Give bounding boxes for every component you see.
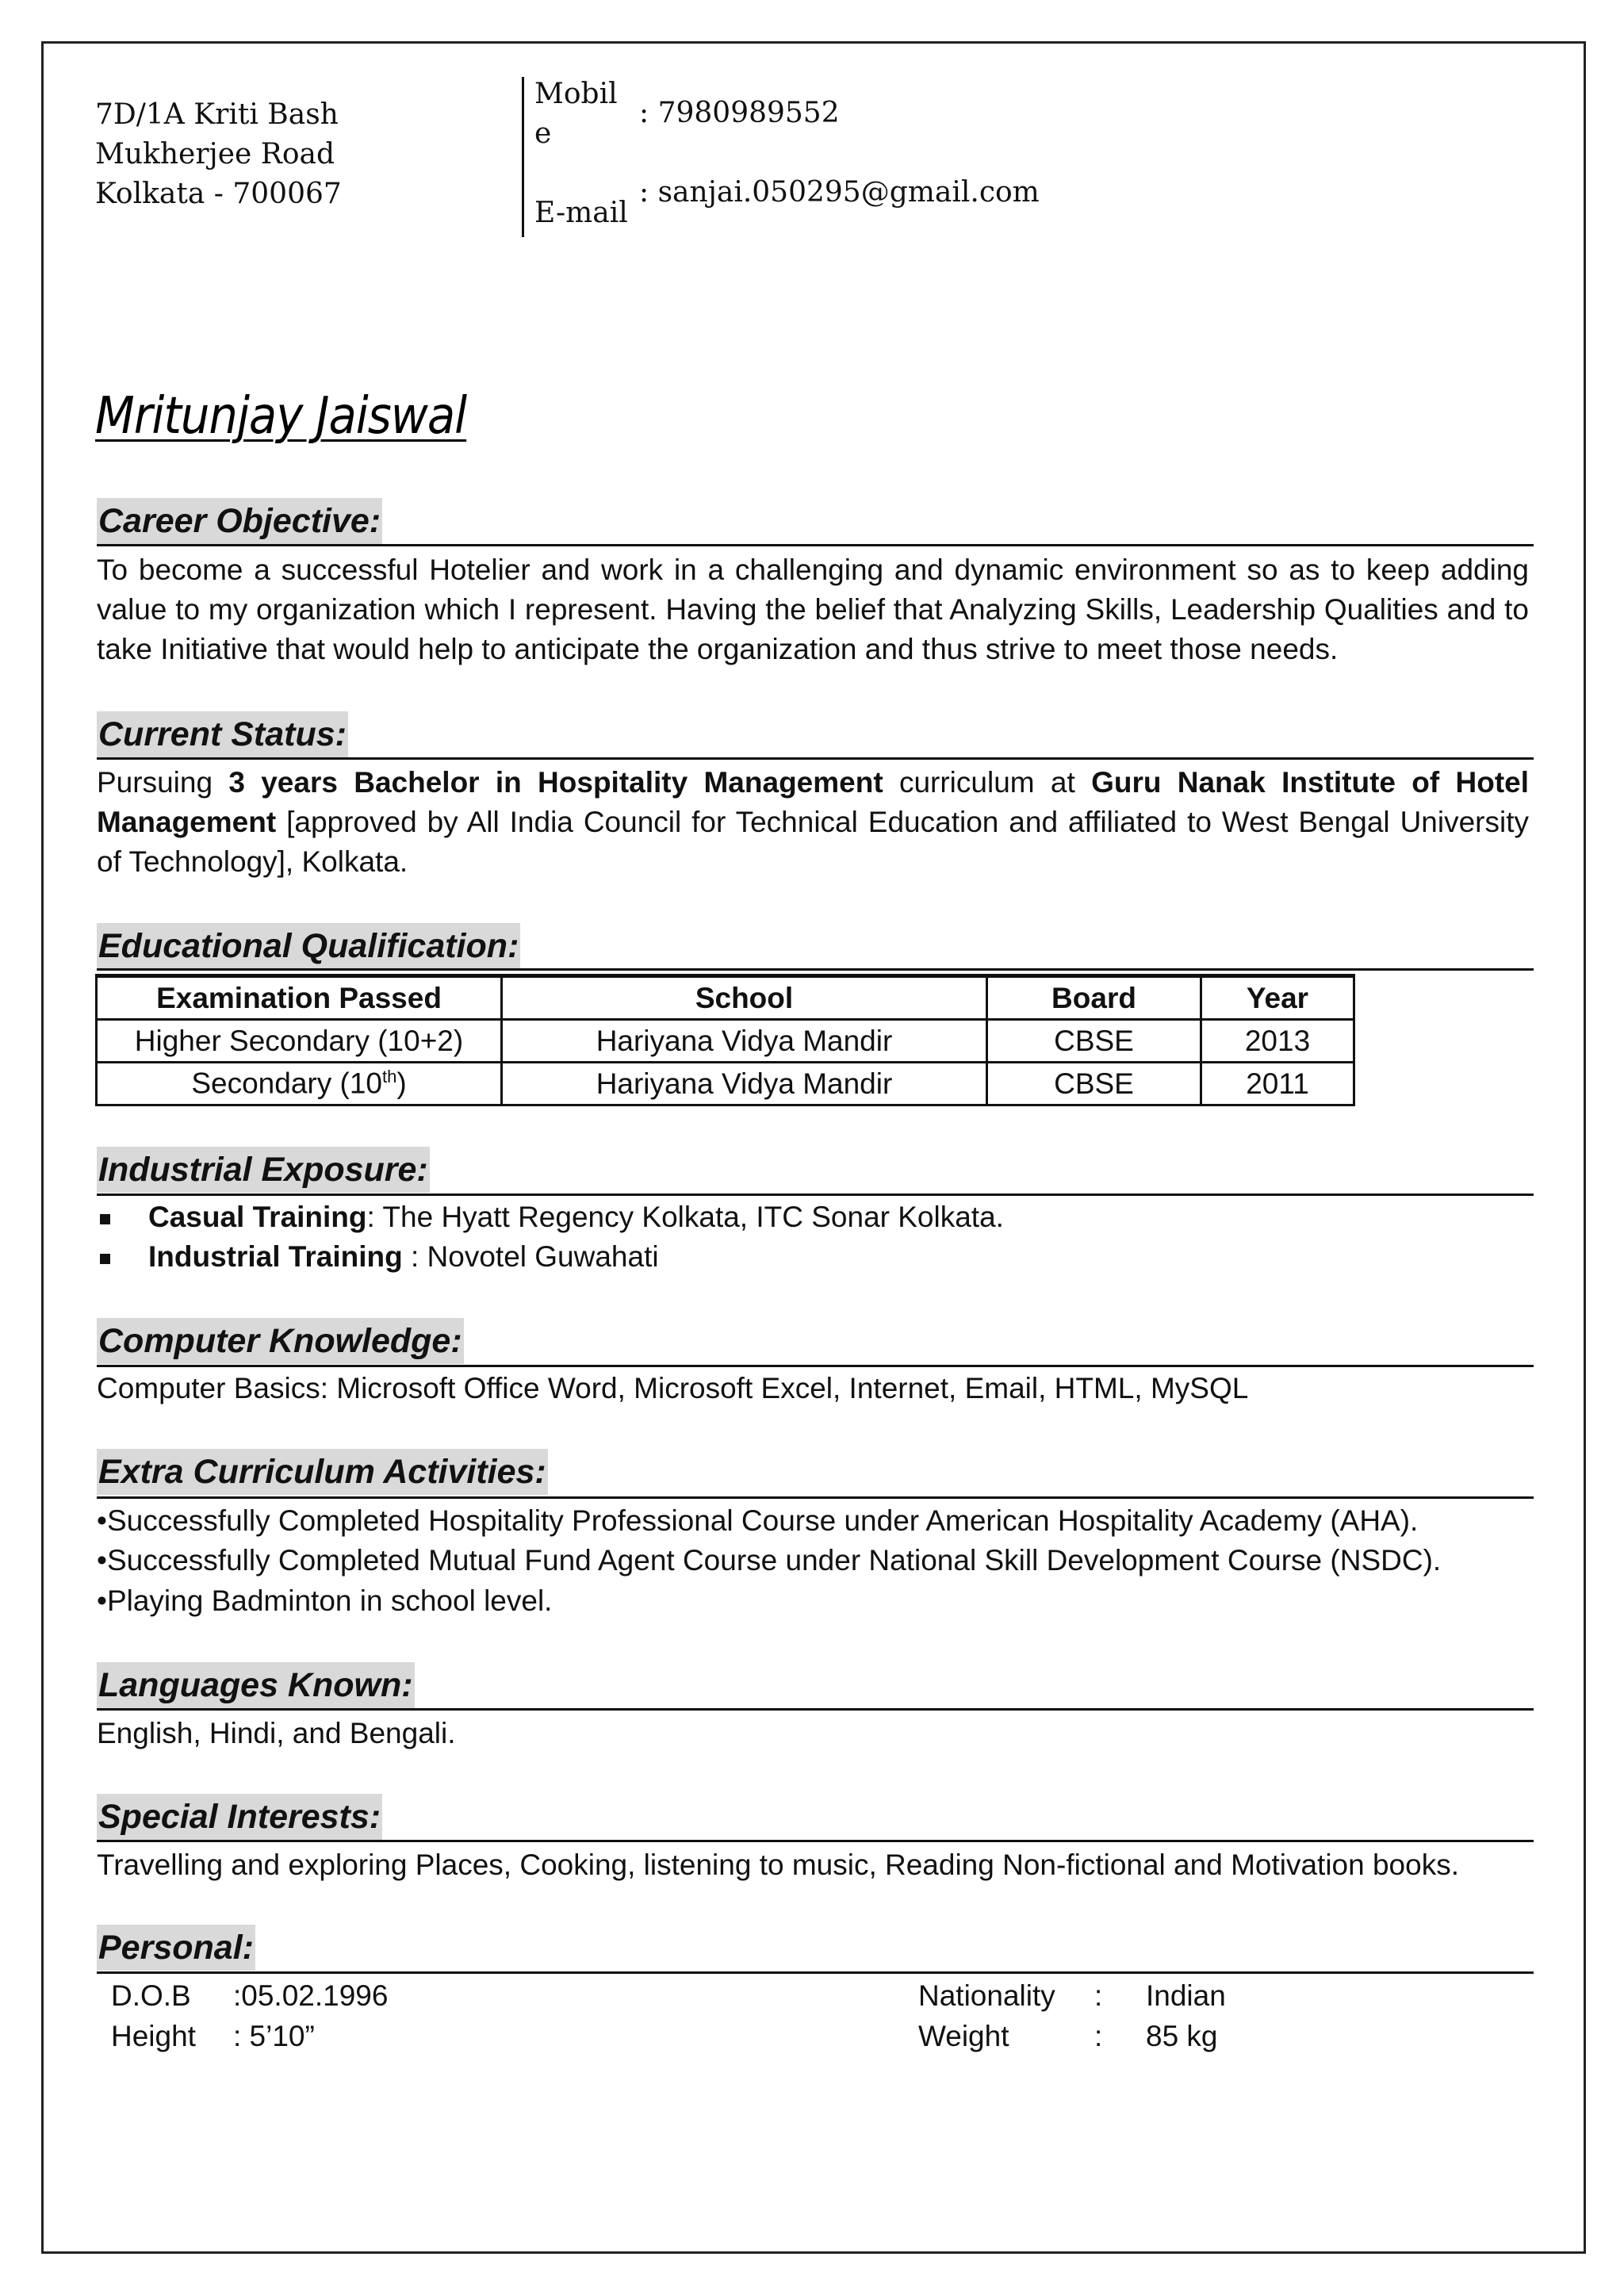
- mobile-number: : 7980989552: [639, 97, 840, 129]
- special-interests-heading: Special Interests:: [97, 1794, 382, 1840]
- table-cell: Hariyana Vidya Mandir: [502, 1020, 987, 1063]
- career-objective-heading: Career Objective:: [97, 498, 382, 544]
- status-text-part: [approved by All India Council for Technical Education and affiliated to West Bengal University of Technology], Kolkata.: [97, 806, 1529, 878]
- languages-heading: Languages Known:: [97, 1662, 415, 1708]
- languages-text: English, Hindi, and Bengali.: [97, 1717, 456, 1749]
- table-cell: 2011: [1201, 1063, 1354, 1105]
- square-bullet-icon: [100, 1214, 110, 1224]
- computer-knowledge-text: Computer Basics: Microsoft Office Word, Microsoft Excel, Internet, Email, HTML, MySQL: [97, 1372, 1249, 1404]
- square-bullet-icon: [100, 1254, 110, 1264]
- list-item: •Playing Badminton in school level.: [97, 1584, 553, 1617]
- weight-colon: :: [1094, 2020, 1103, 2052]
- computer-knowledge-heading: Computer Knowledge:: [97, 1318, 464, 1364]
- exam-name-suffix: ): [396, 1067, 407, 1100]
- address-line-2: Mukherjee Road: [95, 138, 335, 170]
- industrial-exposure-rule: [97, 1193, 1534, 1196]
- superscript: th: [381, 1067, 397, 1087]
- table-cell: CBSE: [987, 1020, 1201, 1063]
- list-item: •Successfully Completed Mutual Fund Agent Course under National Skill Development Course (NSDC).: [97, 1544, 1442, 1577]
- mobile-label-part2: e: [534, 117, 552, 150]
- extra-curriculum-rule: [97, 1496, 1534, 1499]
- status-degree: 3 years Bachelor in Hospitality Management: [228, 766, 883, 799]
- table-header-cell: Examination Passed: [97, 976, 502, 1020]
- education-rule: [97, 968, 1534, 971]
- contact-divider: [522, 77, 524, 237]
- personal-heading: Personal:: [97, 1925, 255, 1971]
- computer-knowledge-rule: [97, 1365, 1534, 1367]
- list-item: [100, 1197, 1004, 1237]
- table-row: [97, 1063, 1354, 1105]
- languages-rule: [97, 1708, 1534, 1711]
- candidate-name: Mritunjay Jaiswal: [95, 387, 467, 446]
- mobile-label-part1: Mobil: [534, 78, 618, 110]
- table-header-cell: School: [502, 976, 987, 1020]
- training-label: Casual Training: [148, 1201, 367, 1233]
- list-item: •Successfully Completed Hospitality Professional Course under American Hospitality Academy (AHA).: [97, 1504, 1419, 1537]
- weight-label: Weight: [918, 2020, 1009, 2052]
- table-cell: Hariyana Vidya Mandir: [502, 1063, 987, 1105]
- email-address: : sanjai.050295@gmail.com: [639, 176, 1040, 209]
- special-interests-rule: [97, 1840, 1534, 1842]
- address-line-1: 7D/1A Kriti Bash: [95, 98, 339, 131]
- table-cell: Higher Secondary (10+2): [97, 1020, 502, 1063]
- height-label: Height: [111, 2020, 196, 2052]
- industrial-exposure-heading: Industrial Exposure:: [97, 1147, 430, 1193]
- table-row: [97, 1020, 1354, 1063]
- status-institute: Guru Nanak Institute of Hotel Management: [97, 766, 1530, 838]
- extra-curriculum-heading: Extra Curriculum Activities:: [97, 1449, 548, 1495]
- status-text-part: curriculum at: [883, 766, 1092, 799]
- career-objective-text: To become a successful Hotelier and work in a challenging and dynamic environment so as to keep adding value to my organization which I represent. Having the belief that Analyzing Skills, Leadership Qualities and to take Initiative that would help to anticipate the organization and thus strive to meet those needs.: [97, 554, 1529, 665]
- nationality-label: Nationality: [918, 1979, 1055, 2012]
- table-header-cell: Board: [987, 976, 1201, 1020]
- weight-value: 85 kg: [1146, 2020, 1218, 2052]
- education-table: [95, 974, 1355, 1106]
- dob-label: D.O.B: [111, 1979, 191, 2012]
- table-cell: [97, 1063, 502, 1105]
- education-heading: Educational Qualification:: [97, 923, 520, 969]
- status-text-part: Pursuing: [97, 766, 229, 799]
- table-header-cell: Year: [1201, 976, 1354, 1020]
- training-text: : Novotel Guwahati: [402, 1240, 659, 1273]
- table-cell: 2013: [1201, 1020, 1354, 1063]
- nationality-value: Indian: [1146, 1979, 1226, 2012]
- special-interests-text: Travelling and exploring Places, Cooking, listening to music, Reading Non-fictional and Motivation books.: [97, 1849, 1459, 1881]
- exam-name: Secondary (10: [191, 1067, 382, 1100]
- table-cell: CBSE: [987, 1063, 1201, 1105]
- dob-value: :05.02.1996: [233, 1979, 389, 2012]
- height-value: : 5’10”: [233, 2020, 315, 2052]
- career-objective-rule: [97, 544, 1534, 546]
- nationality-colon: :: [1094, 1979, 1103, 2012]
- address-line-3: Kolkata - 700067: [95, 178, 342, 210]
- list-item: [100, 1237, 659, 1277]
- training-label: Industrial Training: [148, 1240, 403, 1273]
- personal-rule: [97, 1971, 1534, 1974]
- current-status-heading: Current Status:: [97, 711, 348, 757]
- training-text: : The Hyatt Regency Kolkata, ITC Sonar Kolkata.: [366, 1201, 1004, 1233]
- current-status-rule: [97, 757, 1534, 760]
- table-header-row: [97, 976, 1354, 1020]
- current-status-text: [97, 763, 1529, 882]
- email-label: E-mail: [534, 197, 628, 229]
